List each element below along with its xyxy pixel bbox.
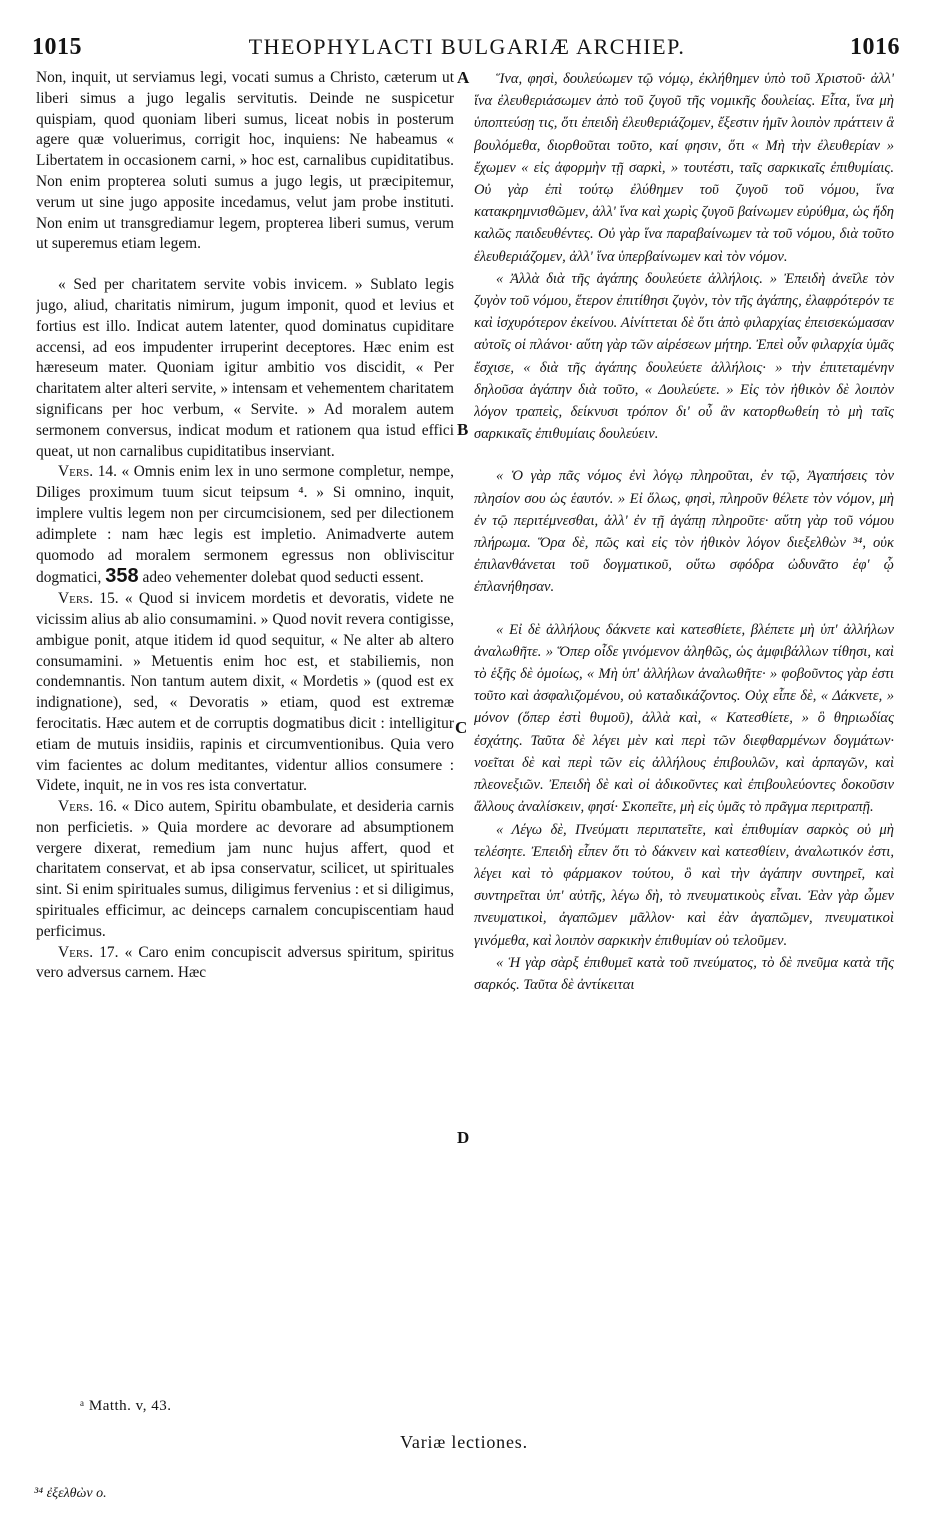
greek-paragraph: Ἵνα, φησὶ, δουλεύωμεν τῷ νόμῳ, ἐκλήθημεν ὑπὸ τοῦ Χριστοῦ· ἀλλ' ἵνα ἐλευθεριάσωμεν ἀπὸ τοῦ ζυγοῦ τῆς νομικῆς δουλείας. Εἶτα, ἵνα μὴ ὑποπτεύσῃ τις, ὅτι ἐπειδὴ ἐλευθεριάζομεν, ἔξεστιν ἡμῖν λοιπὸν πράττειν ἃ βουλόμεθα, διορθοῦται τοῦτο, καί φησιν, ὅτι « Μὴ τὴν ἐλευθερίαν » ἔχωμεν « εἰς ἀφορμὴν τῇ σαρκὶ, » τουτέστι, ταῖς σαρκικαῖς ἐπιθυμίαις. Οὐ γὰρ ἐπὶ τούτῳ ἐλύθημεν τοῦ ζυγοῦ τοῦ νόμου, ἵνα κατακρημνισθῶμεν, ἀλλ' ἵνα καὶ χωρὶς ζυγοῦ βαίνωμεν εὐρύθμα, ὡς ἤδη καλῶς παιδευθέντες. Οὐ γὰρ ἵνα παραβαίνωμεν τὰ τοῦ νόμου, διὰ τοῦτο ἐλευθεριάζομεν, ἀλλ' ἵνα ὑπερβαίνωμεν καὶ τὸν νόμον.	[474, 71, 894, 265]
greek-column	[474, 68, 894, 1278]
verse-label: Vers. 16.	[58, 798, 117, 816]
verse-15-paragraph	[36, 589, 454, 797]
verse-text: « Dico autem, Spiritu obambulate, et desideria carnis non perficietis. » Quia mordere ac devorare ad absumptionem vergere dixerat, remedium jam nunc hujus affert, quod et charitatem conservat, et ab ipsa conservatur, scilicet, ut spirituales sint. Si enim spirituales sumus, diligimus fervenius : et si diligimus, spirituales efficimur, ac deinceps carnalem concupiscentiam haud perficimus.	[36, 798, 454, 940]
footnote: ᵃ Matth. v, 43.	[80, 1398, 172, 1414]
running-title: THEOPHYLACTI BULGARIÆ ARCHIEP.	[248, 34, 686, 59]
verse-text: « Omnis enim lex in uno sermone completur, nempe, Diliges proximum tuum sicut teipsum ⁴. » Si omnino, inquit, implere vultis legem non per circumcisionem, sed per dilectionem adimplete : nam hæc legis est impletio. Animadverte autem quomodo ad moralem sermonem egressus non obliviscitur dogmatici,	[36, 463, 454, 587]
latin-paragraph: Non, inquit, ut serviamus legi, vocati sumus a Christo, cæterum ut liberi simus a jugo legalis servitutis. Deinde ne suspicetur quispiam, quod quoniam liberi sumus, liceat nobis in posterum agere quæ voluerimus, corrigit hoc, inquiens: Ne habeamus « Libertatem in occasionem carni, » hoc est, carnalibus cupiditatibus. Non enim propterea soluti sumus a jugo legis, ut præcipitemur, verum ut sine jugo apposite incedamus, velut jam probe instituti. Non enim ut transgrediamur legem, propterea liberi sumus, verum ut superemus etiam legem.	[36, 69, 454, 253]
margin-letter-a: A	[457, 68, 470, 87]
greek-paragraph: « Ἀλλὰ διὰ τῆς ἀγάπης δουλεύετε ἀλλήλοις. » Ἐπειδὴ ἀνεῖλε τὸν ζυγὸν τοῦ νόμου, ἕτερον ἐπιτίθησι ζυγὸν, τὸν τῆς ἀγάπης, ἐλαφρότερόν τε καὶ ἰσχυρότερον ἐκείνου. Αἰνίττεται δὲ ὅτι ἀπὸ φιλαρχίας ἐπεισεκώμασαν αὐτοῖς οἱ πλάνοι· αὕτη γὰρ τῶν αἱρέσεων μήτηρ. Ἐπεὶ οὖν φιλαρχία ὑμᾶς ἔσχισε, « διὰ τῆς ἀγάπης δουλεύετε ἀλλήλοις· » τὴν ἐπιτεταμένην δηλοῦσα ἀγάπην διὰ τοῦτο, « Δουλεύετε. » Εἰς τὸν ἠθικὸν δὲ λοιπὸν λόγον τραπεὶς, δείκνυσι τρόπον δι' οὗ ἂν κατορθωθείη τὸ μὴ ταῖς σαρκικαῖς ἐπιθυμίαις δουλεύειν.	[474, 270, 894, 443]
verse-text: « Caro enim concupiscit adversus spiritum, spiritus vero adversus carnem. Hæc	[36, 943, 454, 982]
right-page-number: 1016	[850, 34, 900, 60]
verse-14-paragraph	[36, 462, 454, 589]
verse-text: « Quod si invicem mordetis et devoratis, videte ne vicissim alius ab alio consumamini. » Quod novit revera contigisse, ambigue ponit, atque itidem id quod sequitur, « Ne alter ab altero consumamini. » Metuentis enim hoc est, et stabiliemis, non condemnantis. Non tantum autem dixit, « Mordetis » (quod est ex indignatione), sed, « Devoratis » etiam, quod est extremæ ferocitatis. Hæc autem et de corruptis dogmatibus dicit : intelligitur etiam de mutuis insidiis, rapinis et circumventionibus. Quia vero vim facientes ac dolum meditantes, videntur allios consumere : Videte, inquit, ne in vos res ista convertatur.	[36, 590, 454, 795]
greek-paragraph: « Ἡ γὰρ σὰρξ ἐπιθυμεῖ κατὰ τοῦ πνεύματος, τὸ δὲ πνεῦμα κατὰ τῆς σαρκός. Ταῦτα δὲ ἀντίκειται	[474, 954, 894, 993]
column-number: 358	[105, 565, 139, 588]
margin-letter-d: D	[457, 1128, 470, 1147]
verse-label: Vers. 15.	[58, 590, 119, 608]
variae-lectiones-heading: Variæ lectiones.	[400, 1432, 528, 1452]
variant-reading-note: ³⁴ ἐξελθὼν ο.	[34, 1486, 107, 1501]
latin-column	[36, 68, 454, 1278]
margin-letter-c: C	[455, 718, 468, 737]
verse-label: Vers. 14.	[58, 463, 117, 481]
running-header	[30, 34, 904, 64]
latin-paragraph: « Sed per charitatem servite vobis invicem. » Sublato legis jugo, aliud, charitatis nimirum, jugum imponit, quod et levius et fortius est illo. Indicat autem latenter, quod dominatus cupiditare accensi, ad eos impudenter irruperint deceptores. Hæc enim est hæreseum mater. Quoniam igitur ambitio vos discidit, « Per charitatem alter alteri servite, » intensam et vehementem charitatem significans per hoc verbum, « Servite. » Ad moralem autem sermonem conversus, indicat modum et rationem qua istud effici queat, ut non carnalibus cupiditatibus inserviant.	[36, 276, 454, 460]
greek-paragraph: « Εἰ δὲ ἀλλήλους δάκνετε καὶ κατεσθίετε, βλέπετε μὴ ὑπ' ἀλλήλων ἀναλωθῆτε. » Ὅπερ οἶδε γινόμενον ἀληθῶς, ὡς ἀμφιβάλλων τίθησι, καὶ τὸ ἑξῆς δὲ ὁμοίως, « Μὴ ὑπ' ἀλλήλων ἀναλωθῆτε· » φοβοῦντος γὰρ ἐστι τοῦτο καὶ ἀσφαλιζομένου, οὐ καταδικάζοντος. Οὐχ εἶπε δὲ, « Δάκνετε, » μόνον (ὅπερ ἐστὶ θυμοῦ), ἀλλὰ καὶ, « Κατεσθίετε, » ὃ θηριωδίας ἐσχάτης. Ταῦτα δὲ λέγει μὲν καὶ περὶ τῶν διεφθαρμένων δογμάτων· νοεῖται δὲ καὶ περὶ τῶν εἰς ἀλλήλους ἐπιβουλῶν, καὶ ἁρπαγῶν, καὶ πλεονεξιῶν. Ἐπειδὴ δὲ καὶ οἱ ἀδικοῦντες καὶ ἐπιβουλεύοντες δοκοῦσιν ἄλλους ἀναλίσκειν, φησί· Σκοπεῖτε, μὴ εἰς ὑμᾶς τὸ πρᾶγμα περιτραπῇ.	[474, 621, 894, 816]
verse-label: Vers. 17.	[58, 943, 119, 961]
left-page-number: 1015	[32, 34, 82, 60]
margin-letter-b: B	[457, 420, 469, 439]
verse-16-paragraph	[36, 797, 454, 943]
greek-paragraph: « Λέγω δὲ, Πνεύματι περιπατεῖτε, καὶ ἐπιθυμίαν σαρκὸς οὐ μὴ τελέσητε. Ἐπειδὴ εἶπεν ὅτι τὸ δάκνειν καὶ κατεσθίειν, ἀναλωτικόν ἐστι, λέγει καὶ τὸ φάρμακον τούτου, ὃ καὶ τὴν ἀγάπην συντηρεῖ, καὶ συντηρεῖται ὑπ' αὐτῆς, λέγω δὴ, τὸ πνευματικοὺς εἶναι. Ἐὰν γὰρ ὦμεν πνευματικοὶ, ἀγαπῶμεν μᾶλλον· καὶ ἐὰν ἀγαπῶμεν, πνευματικοὶ γινόμεθα, καὶ λοιπὸν σαρκικὴν ἐπιθυμίαν οὐ τελοῦμεν.	[474, 821, 894, 949]
greek-paragraph: « Ὁ γὰρ πᾶς νόμος ἐνὶ λόγῳ πληροῦται, ἐν τῷ, Ἀγαπήσεις τὸν πλησίον σου ὡς ἑαυτόν. » Εἰ ὅλως, φησὶ, πληροῦν θέλετε τὸν νόμον, μὴ ἐν τῷ περιτέμνεσθαι, ἀλλ' ἐν τῇ ἀγάπῃ πληροῦτε· αὕτη γὰρ τοῦ νόμου πλήρωμα. Ὅρα δὲ, πῶς καὶ εἰς τὸν ἠθικὸν λόγον διεξελθὼν ³⁴, οὐκ ἐπιλανθάνεται τοῦ δογματικοῦ, οὕτω σφόδρα ὠδυνᾶτο ἐφ' ᾧ ἐπλανήθησαν.	[474, 468, 894, 596]
verse-text: adeo vehementer dolebat quod seducti essent.	[142, 569, 424, 587]
verse-17-paragraph	[36, 943, 454, 985]
